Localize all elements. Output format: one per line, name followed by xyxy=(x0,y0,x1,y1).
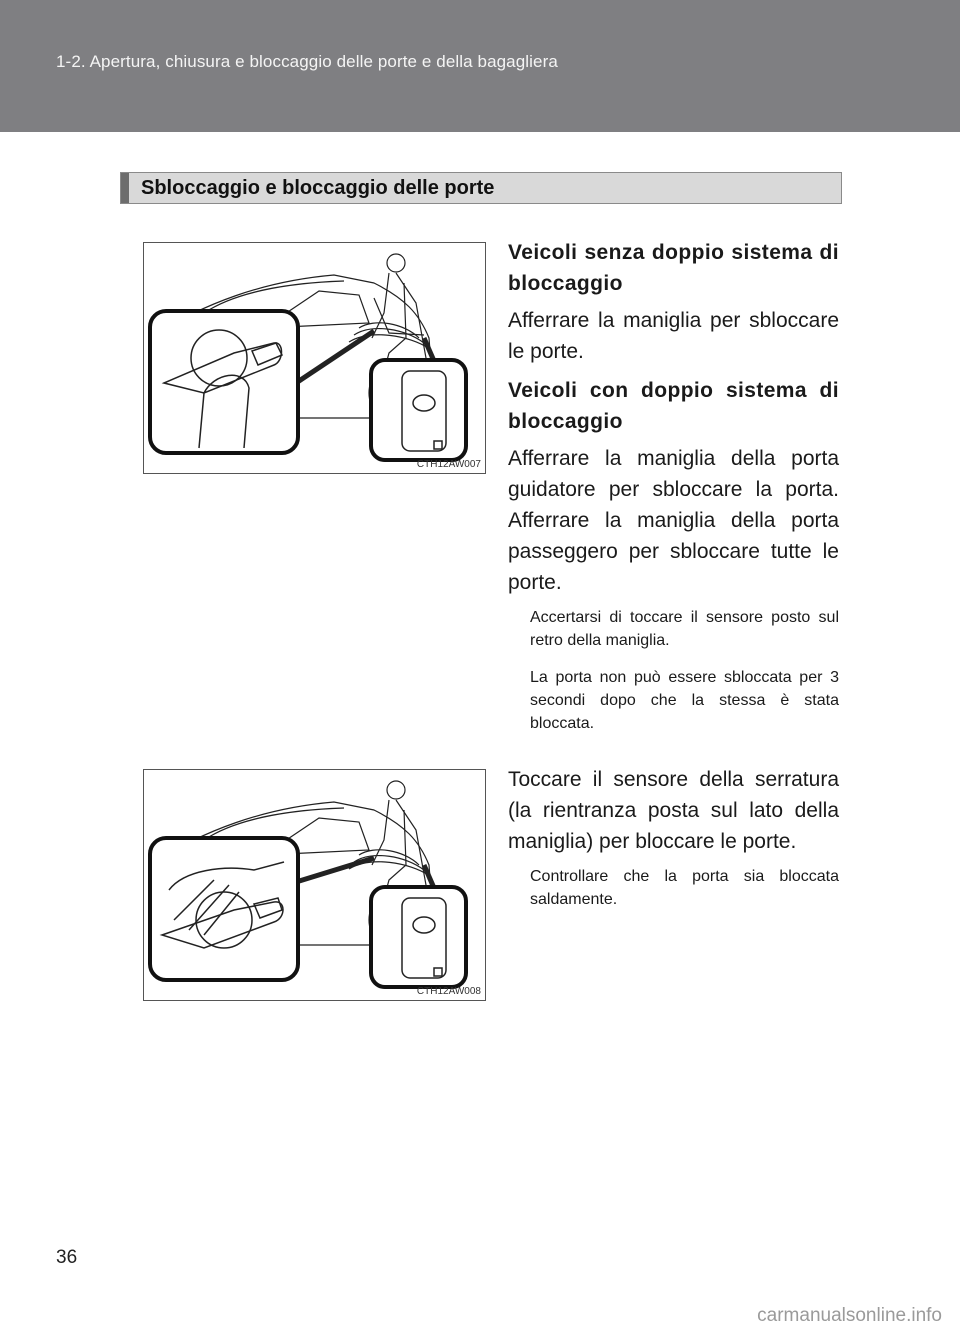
paragraph-lock: Toccare il sensore della serratura (la rientranza posta sul lato della maniglia) per bloccare le porte. xyxy=(508,768,839,853)
section-title: Sbloccaggio e bloccaggio delle porte xyxy=(141,177,495,199)
chapter-title: 1-2. Apertura, chiusura e bloccaggio delle porte e della bagagliera xyxy=(56,52,558,71)
heading-no-double-lock: Veicoli senza doppio sistema di bloccaggio xyxy=(508,241,839,295)
watermark: carmanualsonline.info xyxy=(757,1305,942,1326)
figure-code: CTH12AW007 xyxy=(416,459,481,470)
page-number: 36 xyxy=(56,1247,78,1268)
figure-lock-illustration xyxy=(143,769,486,1001)
note-delay: La porta non può essere sbloccata per 3 secondi dopo che la stessa è stata bloccata. xyxy=(530,669,839,732)
figure-code: CTH12AW008 xyxy=(416,986,481,997)
page-header xyxy=(0,0,960,132)
lock-illustration xyxy=(144,770,486,1001)
note-locked: Controllare che la porta sia bloccata saldamente. xyxy=(530,868,839,908)
text-block-unlock xyxy=(508,237,839,735)
paragraph-double-lock: Afferrare la maniglia della porta guidatore per sbloccare la porta. Afferrare la maniglia della porta passeggero per sbloccare tutte le porte. xyxy=(508,447,839,594)
text-block-lock xyxy=(508,764,839,911)
section-accent xyxy=(121,173,129,203)
section-heading-bar xyxy=(120,172,842,204)
note-sensor: Accertarsi di toccare il sensore posto sul retro della maniglia. xyxy=(530,609,839,649)
unlock-illustration xyxy=(144,243,486,474)
heading-double-lock: Veicoli con doppio sistema di bloccaggio xyxy=(508,379,839,433)
figure-unlock-illustration xyxy=(143,242,486,474)
paragraph-no-double-lock: Afferrare la maniglia per sbloccare le porte. xyxy=(508,309,839,363)
